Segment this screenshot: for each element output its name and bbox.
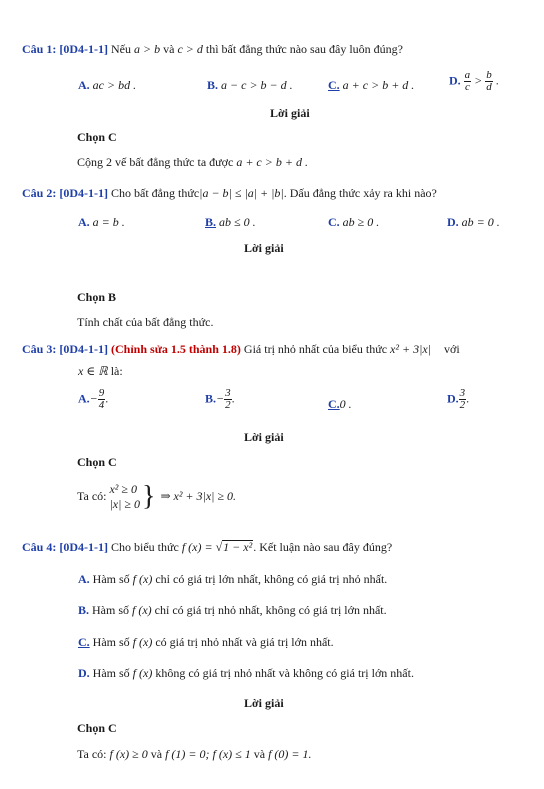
question-1-answer: Chọn C — [77, 130, 117, 144]
question-1-text-c: thì bất đẳng thức nào sau đây luôn đúng? — [205, 42, 404, 56]
question-1-stem — [22, 42, 403, 57]
question-2-solution-heading: Lời giải — [244, 241, 284, 255]
question-1-math-2: c > d — [177, 42, 203, 56]
question-3-solution-heading: Lời giải — [244, 430, 284, 444]
question-2-label: Câu 2: — [22, 186, 57, 200]
question-2-option-c[interactable]: C. ab ≥ 0 . — [328, 215, 380, 229]
question-3-code: [0D4-1-1] — [59, 342, 108, 356]
option-key: C. — [328, 78, 340, 92]
question-1-text-a: Nếu — [111, 42, 131, 56]
question-4-option-d[interactable]: D. Hàm số f (x) không có giá trị nhỏ nhất và không có giá trị lớn nhất. — [78, 666, 414, 680]
question-3-option-b[interactable]: B.− $\frac{3}{2}$ . — [205, 387, 235, 411]
option-math: a + c > b + d . — [342, 78, 415, 92]
option-key: B. — [207, 78, 219, 92]
question-4-stem: Câu 4: [0D4-1-1] Cho biểu thức f (x) = √1 − x². Kết luận nào sau đây đúng? — [22, 540, 393, 554]
question-1-math-1: a > b — [134, 42, 161, 56]
question-3-option-c[interactable]: C.0 . — [328, 397, 352, 411]
question-2-option-a[interactable]: A. a = b . — [78, 215, 125, 229]
question-2-option-b[interactable]: B. ab ≤ 0 . — [205, 215, 256, 229]
question-4-solution-heading: Lời giải — [244, 696, 284, 710]
option-key: A. — [78, 78, 90, 92]
question-4-option-c[interactable]: C. Hàm số f (x) có giá trị nhỏ nhất và giá trị lớn nhất. — [78, 635, 334, 649]
question-1-solution-heading: Lời giải — [270, 106, 310, 120]
option-math: ac > bd . — [92, 78, 137, 92]
square-root: 1 − x² — [223, 540, 253, 554]
fraction: $\frac{9}{4}$ — [98, 387, 105, 411]
inequality-system: x² ≥ 0 |x| ≥ 0 } — [109, 481, 156, 512]
question-1-option-a[interactable] — [78, 78, 136, 93]
question-4-answer: Chọn C — [77, 721, 117, 735]
question-3-label: Câu 3: — [22, 342, 57, 356]
question-3-stem: Câu 3: [0D4-1-1] (Chỉnh sửa 1.5 thành 1.8) Giá trị nhỏ nhất của biểu thức x² + 3|x| với — [22, 342, 460, 356]
question-1-option-b[interactable] — [207, 78, 293, 93]
option-key: D. — [449, 73, 461, 88]
fraction: $\frac{a}{c}$ — [464, 69, 471, 93]
question-2-answer: Chọn B — [77, 290, 117, 304]
question-4-code: [0D4-1-1] — [59, 540, 108, 554]
question-1-code: [0D4-1-1] — [59, 42, 108, 56]
fraction: $\frac{3}{2}$ — [459, 387, 466, 411]
question-1-option-c[interactable] — [328, 78, 414, 93]
question-2-code: [0D4-1-1] — [59, 186, 108, 200]
fraction: $\frac{b}{d}$ — [486, 69, 492, 93]
question-3-note: (Chỉnh sửa 1.5 thành 1.8) — [111, 342, 241, 356]
question-4-option-a[interactable]: A. Hàm số f (x) chỉ có giá trị lớn nhất, không có giá trị nhỏ nhất. — [78, 572, 388, 586]
question-1-option-d[interactable]: D. $\frac{a}{c}$ > $\frac{b}{d}$ . — [449, 69, 499, 93]
question-2-option-d[interactable]: D. ab = 0 . — [447, 215, 500, 229]
question-1-text-b: và — [163, 42, 175, 56]
question-3-stem-continued: x ∈ ℝ là: — [78, 364, 123, 378]
question-3-option-d[interactable]: D. $\frac{3}{2}$ . — [447, 387, 470, 411]
fraction: $\frac{3}{2}$ — [225, 387, 231, 411]
question-1-explanation: Cộng 2 vế bất đẳng thức ta được a + c > b + d . — [77, 155, 308, 169]
question-3-option-a[interactable]: A.− $\frac{9}{4}$ . — [78, 387, 109, 411]
question-3-explanation: Ta có: x² ≥ 0 |x| ≥ 0 } ⇒ x² + 3|x| ≥ 0. — [77, 481, 237, 512]
question-4-option-b[interactable]: B. Hàm số f (x) chỉ có giá trị nhỏ nhất, không có giá trị lớn nhất. — [78, 603, 387, 617]
question-4-explanation: Ta có: f (x) ≥ 0 và f (1) = 0; f (x) ≤ 1 và f (0) = 1. — [77, 747, 312, 761]
question-2-explanation: Tính chất của bất đẳng thức. — [77, 315, 214, 329]
question-4-label: Câu 4: — [22, 540, 57, 554]
question-2-stem: Câu 2: [0D4-1-1] Cho bất đẳng thức|a − b| ≤ |a| + |b|. Dấu đẳng thức xảy ra khi nào? — [22, 186, 437, 200]
option-math: a − c > b − d . — [221, 78, 293, 92]
question-1-label: Câu 1: — [22, 42, 57, 56]
question-3-answer: Chọn C — [77, 455, 117, 469]
